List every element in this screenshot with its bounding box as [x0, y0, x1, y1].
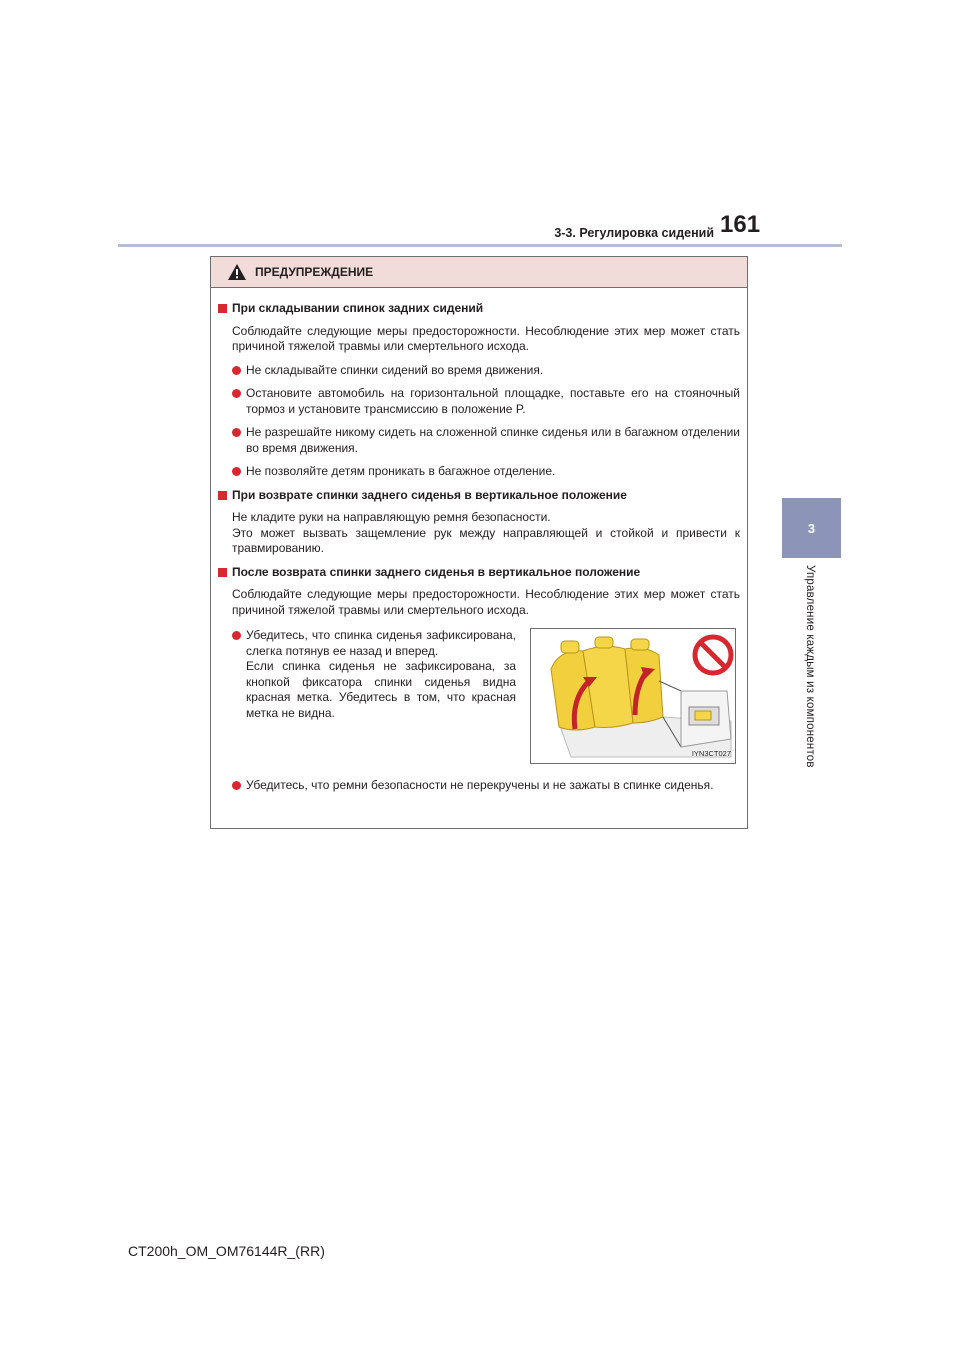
red-bullet-icon	[232, 467, 241, 476]
section-title: При складывании спинок задних сидений	[218, 301, 740, 317]
header-rule	[118, 244, 842, 247]
list-item: Не складывайте спинки сидений во время движения.	[218, 363, 740, 379]
section-intro: Не кладите руки на направляющую ремня безопасности.	[232, 510, 551, 524]
warning-title: ПРЕДУПРЕЖДЕНИЕ	[255, 265, 374, 279]
section-title: При возврате спинки заднего сиденья в вертикальное положение	[218, 488, 740, 504]
rear-seat-image	[531, 629, 736, 764]
seat-illustration	[530, 628, 736, 764]
section-intro: Соблюдайте следующие меры предосторожности. Несоблюдение этих мер может стать причиной тяжелой травмы или смертельного исхода.	[232, 587, 740, 617]
section-intro: Это может вызвать защемление рук между направляющей и стойкой и привести к травмированию.	[232, 525, 740, 555]
warning-triangle-icon	[227, 263, 247, 281]
list-item: Не позволяйте детям проникать в багажное отделение.	[218, 464, 740, 480]
section-title: После возврата спинки заднего сиденья в вертикальное положение	[218, 565, 740, 581]
section-header: 3-3. Регулировка сидений	[554, 226, 714, 240]
list-item: Не разрешайте никому сидеть на сложенной спинке сиденья или в багажном отделении во время движения.	[218, 425, 740, 456]
chapter-tab-label	[795, 565, 825, 795]
warning-content	[211, 288, 747, 794]
list-item: Остановите автомобиль на горизонтальной площадке, поставьте его на стояночный тормоз и установите трансмиссию в положение P.	[218, 386, 740, 417]
figure-code: IYN3CT027	[691, 748, 731, 758]
red-square-icon	[218, 491, 227, 500]
red-square-icon	[218, 304, 227, 313]
red-bullet-icon	[232, 366, 241, 375]
document-code: CT200h_OM_OM76144R_(RR)	[128, 1243, 325, 1259]
chapter-title: Управление каждым из компонентов	[804, 565, 816, 768]
red-square-icon	[218, 568, 227, 577]
red-bullet-icon	[232, 389, 241, 398]
red-bullet-icon	[232, 428, 241, 437]
warning-box	[210, 256, 748, 829]
list-item: Убедитесь, что спинка сиденья зафиксирована, слегка потянув ее назад и вперед. Если спинка сиденья не зафиксирована, за кнопкой фиксатора спинки сиденья видна красная метка. Убедитесь в том, что красная метка не видна.	[232, 628, 516, 721]
section-intro: Соблюдайте следующие меры предосторожности. Несоблюдение этих мер может стать причиной тяжелой травмы или смертельного исхода.	[232, 323, 740, 353]
red-bullet-icon	[232, 781, 241, 790]
chapter-tab: 3	[782, 498, 841, 558]
list-item: Убедитесь, что ремни безопасности не перекручены и не зажаты в спинке сиденья.	[218, 778, 740, 794]
warning-header	[211, 257, 747, 288]
red-bullet-icon	[232, 631, 241, 640]
page-number: 161	[720, 211, 761, 238]
figure-row	[218, 628, 740, 764]
